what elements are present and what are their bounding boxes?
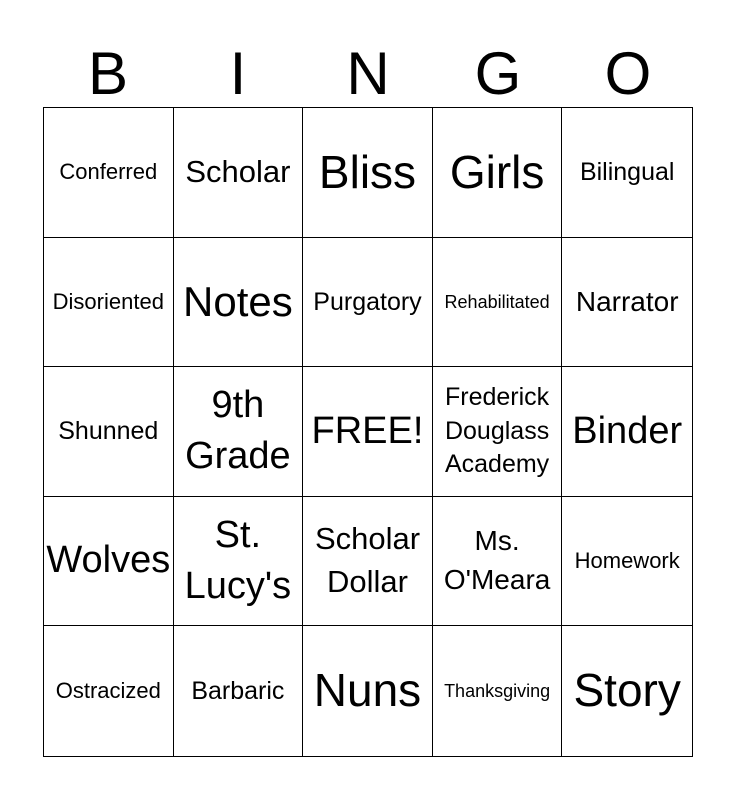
- cell-text: Conferred: [59, 158, 158, 184]
- cell-text: Bilingual: [579, 158, 675, 187]
- bingo-cell[interactable]: [44, 367, 174, 497]
- cell-text: Ms. O'Meara: [443, 525, 551, 596]
- bingo-cell[interactable]: [44, 238, 174, 368]
- bingo-cell[interactable]: [433, 238, 563, 368]
- bingo-cell[interactable]: [562, 626, 692, 756]
- free-space-label: FREE!: [311, 409, 424, 452]
- cell-text: 9th Grade: [185, 384, 291, 478]
- bingo-cell[interactable]: [562, 497, 692, 627]
- cell-text: Bliss: [318, 145, 417, 198]
- header-letter-i: I: [229, 40, 247, 107]
- cell-text: Nuns: [313, 664, 422, 717]
- cell-text: Story: [573, 664, 681, 717]
- header-letter-n: N: [346, 40, 390, 107]
- bingo-cell[interactable]: [562, 367, 692, 497]
- bingo-cell[interactable]: [44, 626, 174, 756]
- cell-text: Notes: [183, 278, 293, 326]
- bingo-cell[interactable]: [562, 108, 692, 238]
- bingo-cell[interactable]: [44, 497, 174, 627]
- bingo-cell[interactable]: [303, 626, 433, 756]
- bingo-cell[interactable]: [303, 497, 433, 627]
- bingo-header: [43, 40, 693, 108]
- header-letter-o: O: [604, 40, 652, 107]
- cell-text: Binder: [572, 409, 683, 452]
- bingo-cell free-space[interactable]: [303, 367, 433, 497]
- cell-text: Shunned: [58, 417, 159, 446]
- cell-text: Scholar Dollar: [314, 521, 421, 600]
- cell-text: Thanksgiving: [444, 681, 551, 702]
- cell-text: Purgatory: [313, 287, 422, 316]
- bingo-cell[interactable]: [433, 497, 563, 627]
- cell-text: Ostracized: [55, 677, 161, 703]
- cell-text: Barbaric: [191, 677, 285, 706]
- bingo-cell[interactable]: [433, 108, 563, 238]
- bingo-cell[interactable]: [562, 238, 692, 368]
- cell-text: Disoriented: [52, 288, 164, 314]
- bingo-cell[interactable]: [174, 497, 304, 627]
- bingo-cell[interactable]: [174, 108, 304, 238]
- header-letter-g: G: [474, 40, 522, 107]
- bingo-card: [43, 107, 693, 757]
- cell-text: Frederick Douglass Academy: [444, 382, 550, 479]
- bingo-cell[interactable]: [44, 108, 174, 238]
- cell-text: Scholar: [185, 154, 291, 190]
- bingo-cell[interactable]: [303, 108, 433, 238]
- cell-text: Rehabilitated: [444, 291, 550, 312]
- cell-text: Wolves: [46, 539, 171, 582]
- cell-text: Girls: [449, 145, 545, 198]
- cell-text: Homework: [574, 547, 680, 573]
- bingo-cell[interactable]: [303, 238, 433, 368]
- cell-text: St. Lucy's: [184, 513, 292, 608]
- bingo-cell[interactable]: [174, 626, 304, 756]
- bingo-cell[interactable]: [174, 238, 304, 368]
- header-letter-b: B: [87, 40, 129, 107]
- bingo-cell[interactable]: [433, 626, 563, 756]
- bingo-cell[interactable]: [174, 367, 304, 497]
- bingo-cell[interactable]: [433, 367, 563, 497]
- cell-text: Narrator: [575, 286, 679, 318]
